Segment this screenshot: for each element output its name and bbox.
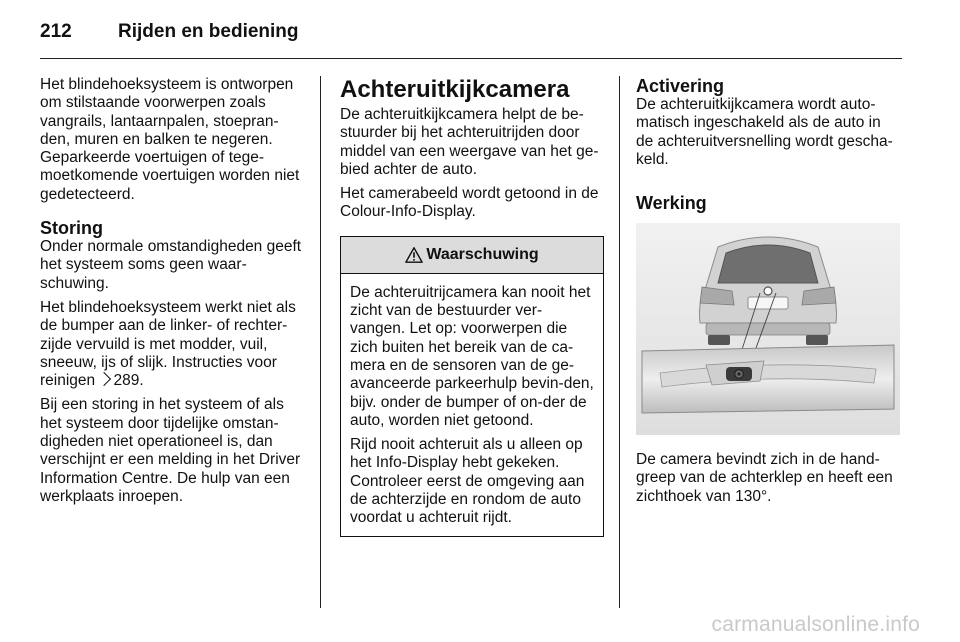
column-divider-left bbox=[320, 76, 321, 608]
car-rear-drawing bbox=[700, 237, 837, 345]
storing-paragraph-1: Onder normale omstandigheden geeft het systeem soms geen waar-schuwing. bbox=[40, 238, 302, 292]
storing-paragraph-2-text: Het blindehoeksysteem werkt niet als de bumper aan de linker- of rechter-zijde vervuild is met modder, vuil, sneeuw, ijs of slijk. Instructies voor reinigen bbox=[40, 298, 296, 390]
werking-paragraph: De camera bevindt zich in de hand-greep van de achterklep en heeft een zichthoek van 130°. bbox=[636, 451, 893, 505]
storing-paragraph-2 bbox=[40, 299, 308, 390]
column-activation bbox=[636, 76, 902, 512]
header-rule bbox=[40, 58, 902, 59]
warning-title: Waarschuwing bbox=[426, 245, 539, 263]
storing-paragraph-3: Bij een storing in het systeem of als het systeem door tijdelijke omstan-digheden niet operationeel is, dan verschijnt er een melding in het Driver Information Centre. De hulp van een werkplaats inroepen. bbox=[40, 396, 301, 505]
page-reference-arrow-icon bbox=[97, 372, 111, 386]
page-number: 212 bbox=[40, 21, 72, 42]
site-watermark: carmanualsonline.info bbox=[711, 613, 920, 636]
activering-heading: Activering bbox=[636, 76, 725, 96]
warning-paragraph-2: Rijd nooit achteruit als u alleen op het Info-Display hebt gekeken. Controleer eerst de omgeving aan de achterzijde en rondom de auto voordat u achteruit rijdt. bbox=[350, 436, 585, 527]
warning-paragraph-1: De achteruitrijcamera kan nooit het zicht van de bestuurder ver-vangen. Let op: voorwerpen die zich buiten het bereik van de ca-mera en de sensoren van de ge-avanceerde parkeerhulp bevin-den, bijv. onder de bumper of on-der de auto, worden niet getoond. bbox=[350, 283, 594, 429]
rear-camera-paragraph-2: Het camerabeeld wordt getoond in de Colour-Info-Display. bbox=[340, 185, 599, 221]
rear-camera-illustration bbox=[636, 223, 900, 435]
tailgate-handle-drawing bbox=[642, 345, 894, 413]
column-rear-camera bbox=[340, 76, 604, 537]
chapter-title: Rijden en bediening bbox=[118, 21, 299, 42]
intro-paragraph: Het blindehoeksysteem is ontworpen om stilstaande voorwerpen zoals vangrails, lantaarnpalen, stoepran-den, muren en balken te negeren. Geparkeerde voertuigen of tege-moetkomende voertuigen worden niet gedetecteerd. bbox=[40, 76, 300, 203]
page-header bbox=[40, 16, 299, 48]
activering-paragraph: De achteruitkijkcamera wordt auto-matisch ingeschakeld als de auto in de achteruitversnelling wordt gescha-keld. bbox=[636, 96, 893, 168]
warning-header bbox=[341, 237, 603, 274]
werking-heading: Werking bbox=[636, 193, 707, 214]
column-divider-right bbox=[619, 76, 620, 608]
page-reference-link[interactable]: 289. bbox=[113, 372, 144, 390]
storing-heading: Storing bbox=[40, 218, 103, 239]
warning-box bbox=[340, 236, 604, 537]
rear-camera-paragraph-1: De achteruitkijkcamera helpt de be-stuurder bij het achteruitrijden door middel van een weergave van het ge-bied achter de auto. bbox=[340, 106, 599, 178]
warning-body bbox=[341, 274, 603, 536]
warning-triangle-icon bbox=[405, 246, 423, 264]
rear-camera-heading: Achteruitkijkcamera bbox=[340, 76, 570, 103]
column-blind-spot bbox=[40, 76, 308, 512]
